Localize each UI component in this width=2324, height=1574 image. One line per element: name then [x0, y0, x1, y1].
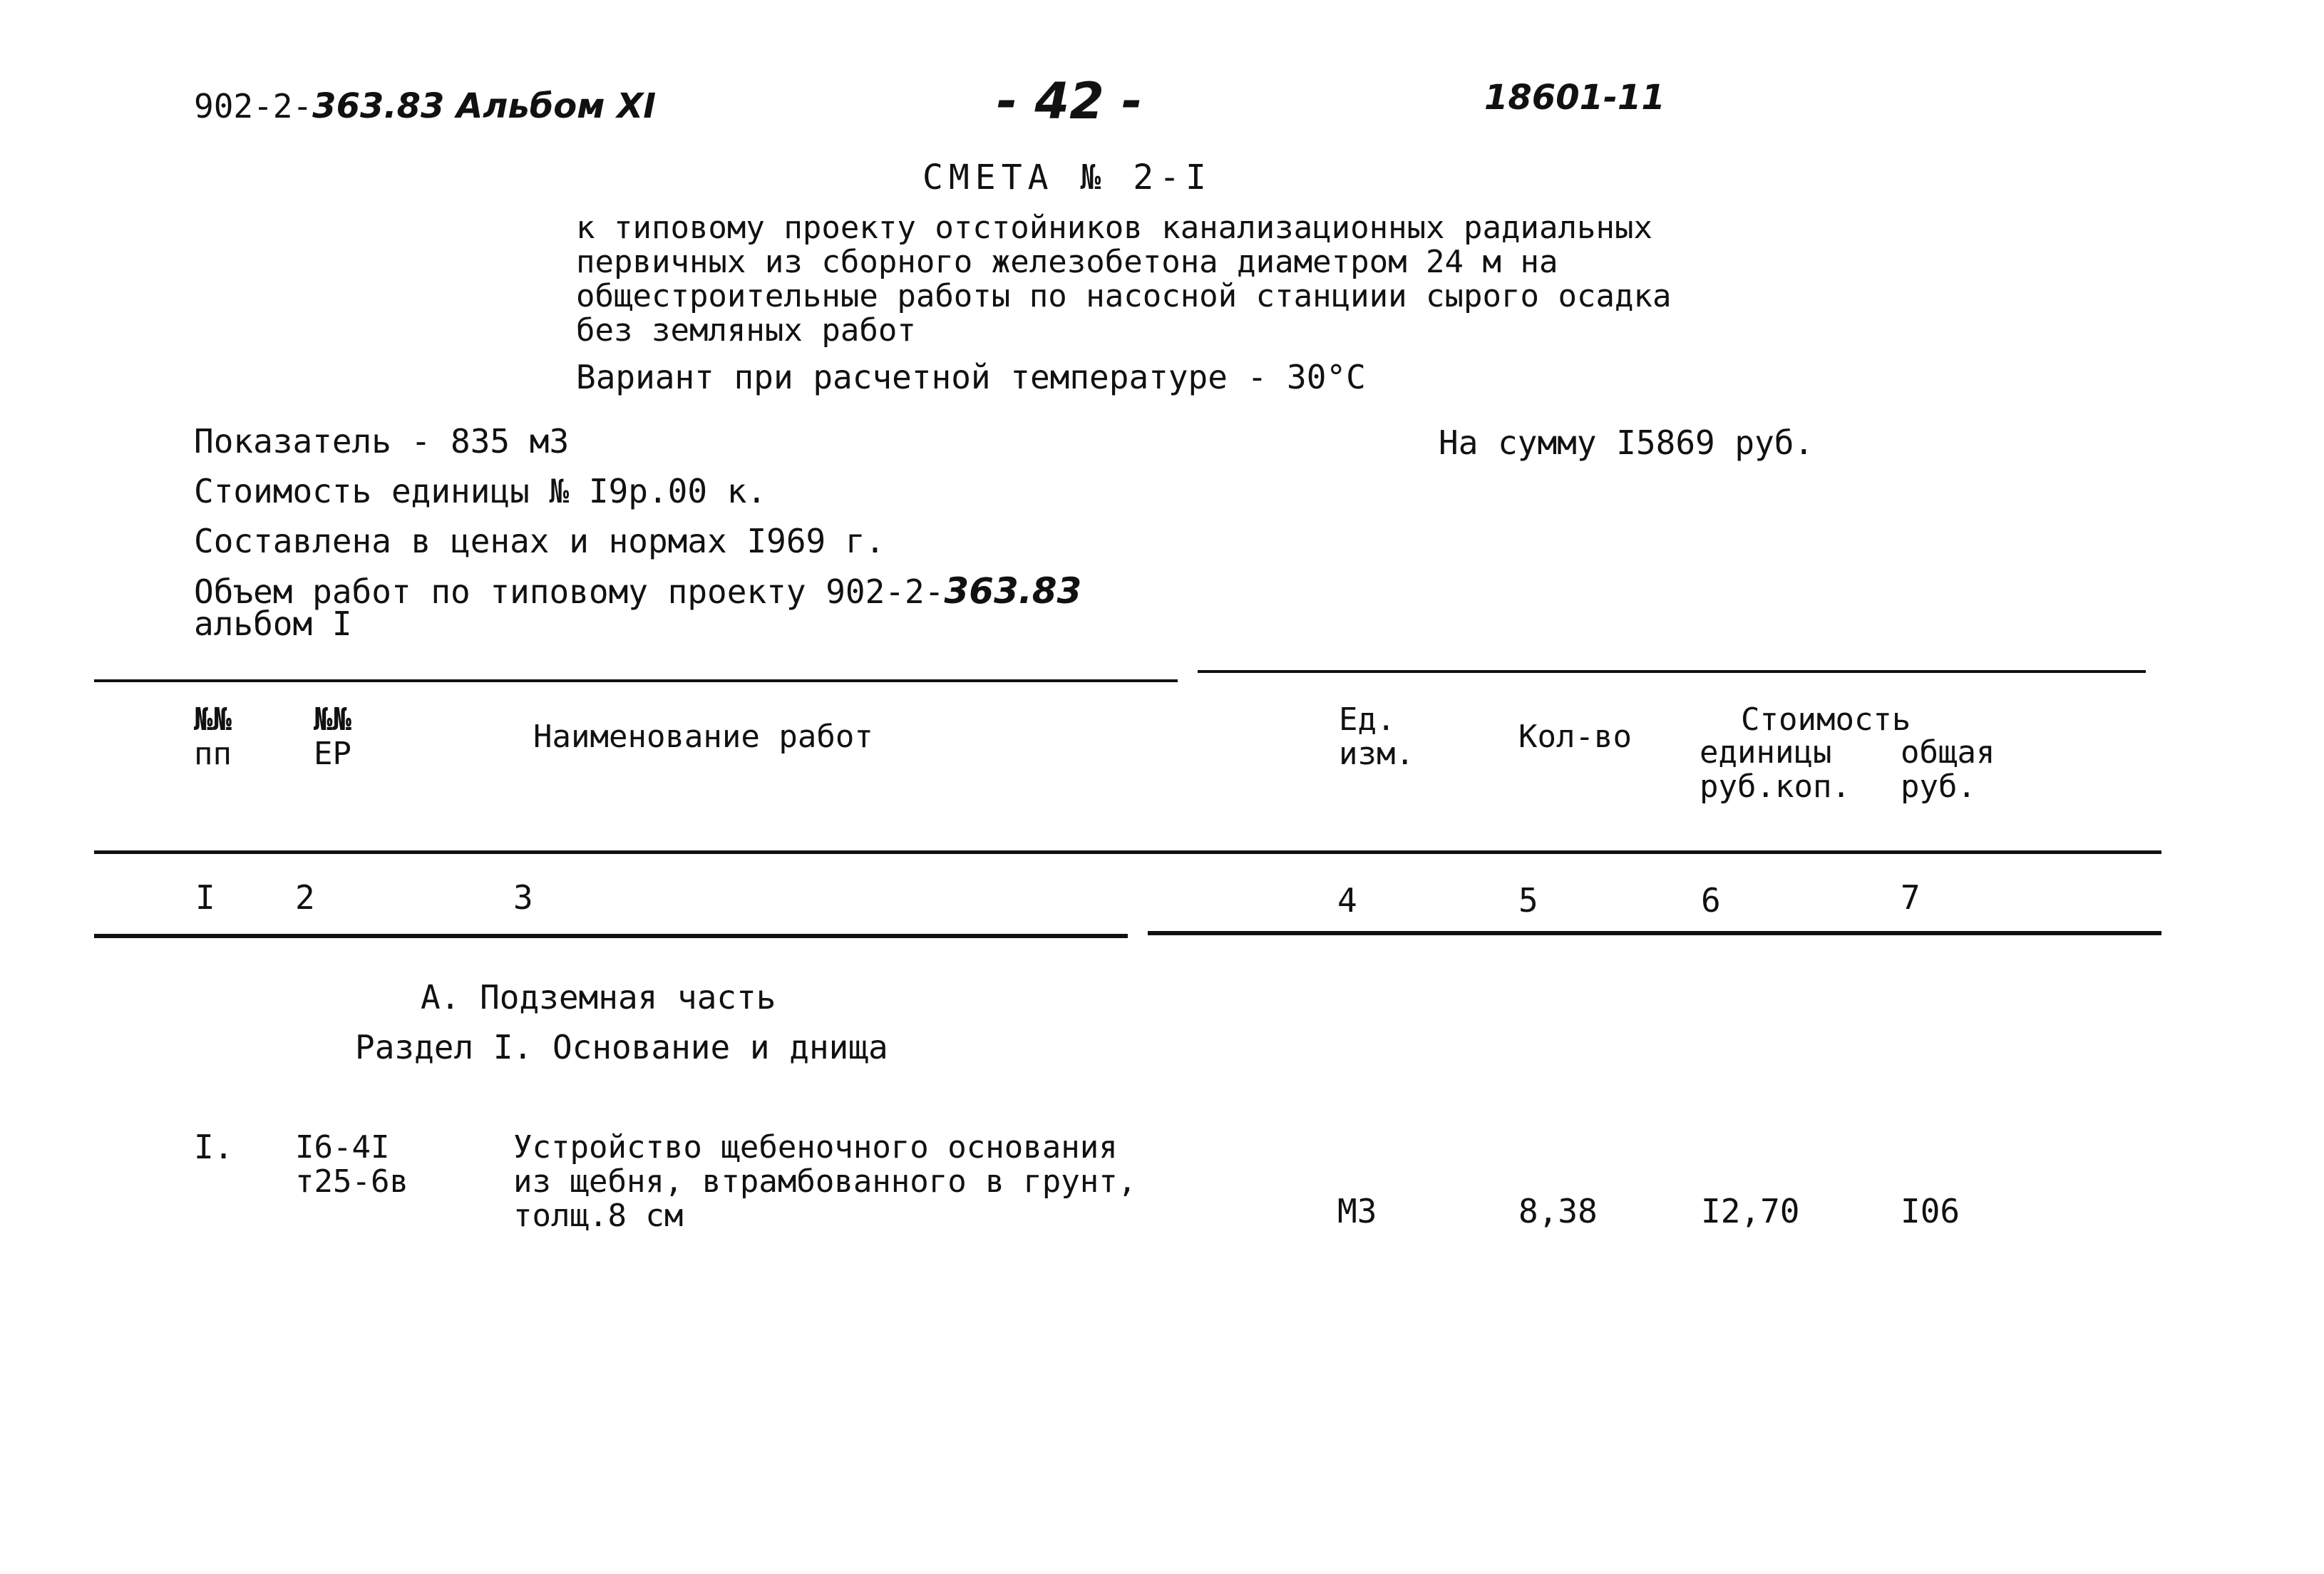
col-header-row-number-line2: пп	[194, 736, 232, 772]
row-work-name-line1: Устройство щебеночного основания	[513, 1129, 1118, 1166]
col-header-total-cost-line2: руб.	[1901, 768, 1976, 805]
col-header-unit-cost-line1: единицы	[1700, 734, 1832, 771]
handwritten-project-suffix: 363.83 Альбом XI	[312, 86, 657, 126]
col-header-rate-code-line2: ЕР	[314, 736, 351, 772]
column-number-4: 4	[1337, 881, 1357, 920]
table-top-rule-right	[1198, 670, 2146, 673]
column-number-5: 5	[1518, 881, 1538, 920]
column-number-2: 2	[295, 878, 315, 917]
col-header-total-cost	[1901, 736, 1995, 804]
row-rate-code-line1: I6-4I	[295, 1129, 390, 1166]
row-work-name-line2: из щебня, втрамбованного в грунт,	[513, 1163, 1137, 1200]
column-number-3: 3	[513, 878, 533, 917]
col-header-unit-line1: Ед.	[1339, 701, 1396, 738]
subtitle-line-2: первичных из сборного железобетона диаметром 24 м на	[576, 244, 1558, 280]
col-header-unit-cost-line2: руб.коп.	[1700, 768, 1851, 805]
page-number: - 42 -	[997, 72, 1143, 130]
col-header-rate-code	[314, 703, 351, 771]
col-header-row-number	[194, 703, 232, 771]
estimate-heading: СМЕТА № 2-I	[922, 158, 1212, 197]
row-total-cost: I06	[1901, 1192, 1960, 1230]
project-number	[194, 88, 656, 124]
column-number-1: I	[195, 878, 215, 917]
work-volume-prefix: Объем работ по типовому проекту 902-2-	[194, 572, 945, 611]
row-unit: МЗ	[1337, 1192, 1377, 1230]
row-rate-code-line2: т25-6в	[295, 1163, 408, 1200]
subtitle-line-1: к типовому проекту отстойников канализационных радиальных	[576, 210, 1652, 246]
col-header-row-number-line1: №№	[194, 701, 232, 738]
row-rate-code	[295, 1131, 408, 1199]
col-header-work-name: Наименование работ	[533, 719, 873, 755]
table-numbers-rule-right	[1148, 931, 2161, 935]
section-heading-underground: А. Подземная часть	[421, 978, 776, 1017]
indicator: Показатель - 835 м3	[194, 422, 570, 461]
section-heading-foundation: Раздел I. Основание и днища	[355, 1028, 888, 1066]
row-quantity: 8,38	[1518, 1192, 1598, 1230]
col-header-total-cost-line1: общая	[1901, 734, 1995, 771]
column-number-6: 6	[1701, 881, 1721, 920]
col-header-cost-group: Стоимость	[1741, 701, 1911, 738]
document-code: 18601-11	[1484, 78, 1665, 118]
col-header-unit	[1339, 703, 1414, 771]
col-header-unit-cost	[1700, 736, 1851, 804]
column-number-7: 7	[1901, 878, 1921, 917]
table-numbers-rule-left	[94, 934, 1128, 938]
subtitle-line-4: без земляных работ	[576, 312, 916, 349]
price-basis: Составлена в ценах и нормах I969 г.	[194, 522, 885, 560]
col-header-quantity: Кол-во	[1518, 719, 1632, 755]
table-top-rule-left	[94, 679, 1178, 682]
table-header-rule	[94, 850, 2161, 854]
unit-cost: Стоимость единицы № I9р.00 к.	[194, 472, 767, 510]
work-volume-project: 363.83	[944, 570, 1082, 612]
row-number: I.	[194, 1128, 234, 1166]
work-volume-album: альбом I	[194, 605, 352, 643]
temperature-variant: Вариант при расчетной температуре - 30°С	[576, 358, 1366, 396]
col-header-rate-code-line1: №№	[314, 701, 351, 738]
row-work-name-line3: толщ.8 см	[513, 1198, 684, 1234]
total-sum: На сумму I5869 руб.	[1439, 423, 1814, 462]
project-prefix: 902-2-	[194, 87, 313, 125]
subtitle-line-3: общестроительные работы по насосной станциии сырого осадка	[576, 278, 1672, 314]
row-unit-cost: I2,70	[1701, 1192, 1800, 1230]
row-work-name	[513, 1131, 1136, 1233]
col-header-unit-line2: изм.	[1339, 736, 1414, 772]
